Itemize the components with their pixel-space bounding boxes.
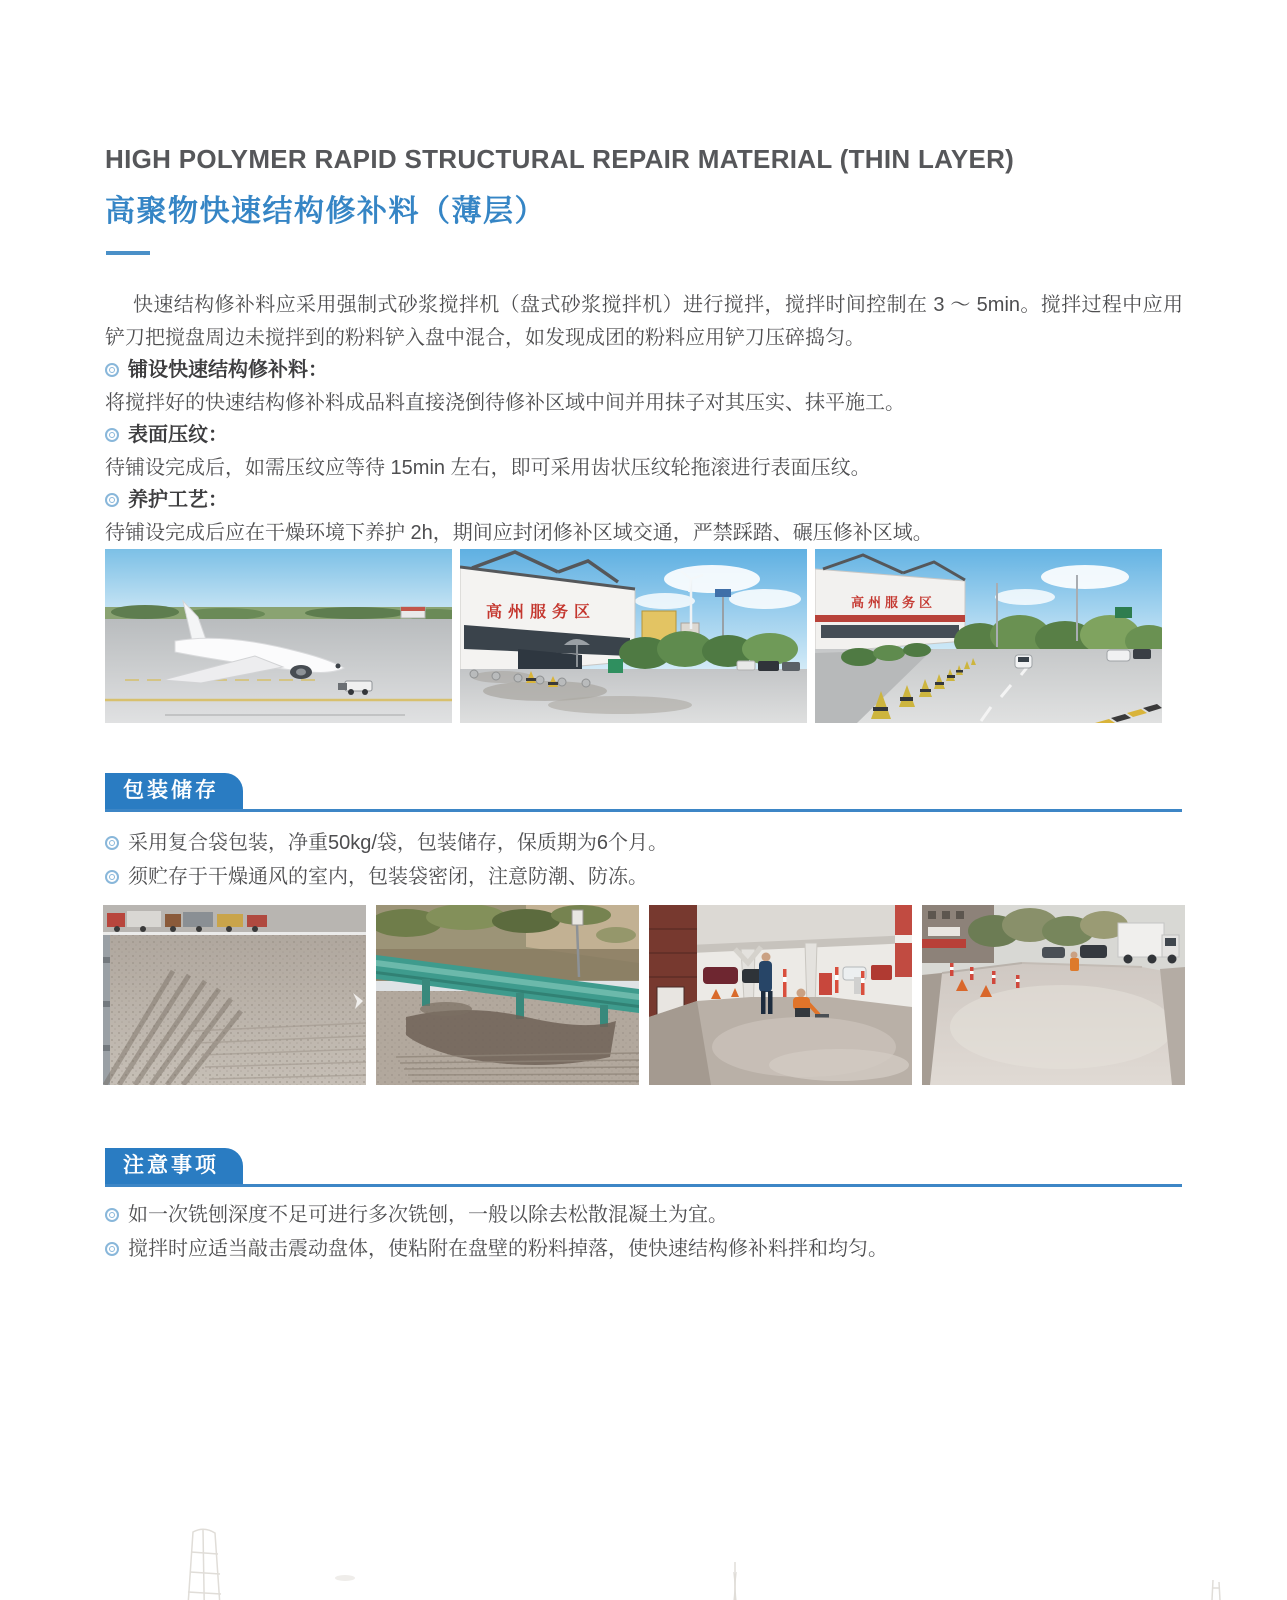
section-header-packaging-storage — [105, 773, 1182, 812]
intro-item-heading: 养护工艺： — [128, 489, 228, 511]
fresh-concrete-illustration — [922, 905, 1185, 1085]
photo-gas-station-repair — [649, 905, 912, 1085]
photo-fresh-concrete-road — [922, 905, 1185, 1085]
page-title-chinese: 高聚物快速结构修补料（薄层） — [105, 195, 546, 228]
double-circle-bullet-icon — [105, 1208, 119, 1222]
skyline-watermark-sketch — [0, 1480, 1287, 1600]
intro-item-heading-row — [105, 354, 1183, 387]
photo-row-storage-cases — [103, 905, 1185, 1085]
intro-item-heading: 表面压纹： — [128, 424, 228, 446]
intro-item-body: 待铺设完成后，如需压纹应等待 15min 左右，即可采用齿状压纹轮拖滚进行表面压纹。 — [105, 456, 871, 479]
intro-section — [105, 289, 1183, 549]
precautions-bullets — [105, 1198, 1183, 1266]
bullet-text: 搅拌时应适当敲击震动盘体，使粘附在盘壁的粉料掉落，使快速结构修补料拌和均匀。 — [128, 1238, 888, 1260]
double-circle-bullet-icon — [105, 493, 119, 507]
bullet-item — [105, 1198, 1183, 1232]
photo-service-area-road — [815, 549, 1162, 723]
intro-item-heading-row — [105, 419, 1183, 452]
packaging-storage-bullets — [105, 826, 1183, 894]
bullet-text: 采用复合袋包装，净重50kg/袋，包装储存，保质期为6个月。 — [128, 832, 669, 854]
intro-item-heading: 铺设快速结构修补料： — [128, 359, 328, 381]
page-title-english: HIGH POLYMER RAPID STRUCTURAL REPAIR MATERIAL (THIN LAYER) — [105, 144, 1015, 174]
bullet-item — [105, 1232, 1183, 1266]
intro-item-heading-row — [105, 484, 1183, 517]
photo-row-application — [105, 549, 1162, 723]
double-circle-bullet-icon — [105, 836, 119, 850]
title-underline — [106, 251, 150, 255]
intro-item-body: 将搅拌好的快速结构修补料成品料直接浇倒待修补区域中间并用抹子对其压实、抹平施工。 — [105, 391, 905, 414]
bullet-item — [105, 826, 1183, 860]
bullet-item — [105, 860, 1183, 894]
section-badge: 包装储存 — [105, 773, 243, 809]
service-area-illustration — [460, 549, 807, 723]
guardrail-illustration — [376, 905, 639, 1085]
intro-paragraph: 快速结构修补料应采用强制式砂浆搅拌机（盘式砂浆搅拌机）进行搅拌，搅拌时间控制在 3 ～ 5min。搅拌过程中应用铲刀把搅盘周边未搅拌到的粉料铲入盘中混合，如发现成团的粉料应用铲刀压碎捣匀。 — [105, 294, 1183, 349]
double-circle-bullet-icon — [105, 870, 119, 884]
service-area-sign-text: 高州服务区 — [486, 604, 597, 621]
double-circle-bullet-icon — [105, 363, 119, 377]
photo-guardrail-patch — [376, 905, 639, 1085]
double-circle-bullet-icon — [105, 428, 119, 442]
bullet-text: 须贮存于干燥通风的室内，包装袋密闭，注意防潮、防冻。 — [128, 866, 648, 888]
photo-service-area-building — [460, 549, 807, 723]
section-header-precautions — [105, 1148, 1182, 1187]
double-circle-bullet-icon — [105, 1242, 119, 1256]
milled-pavement-illustration — [103, 905, 366, 1085]
gas-station-illustration — [649, 905, 912, 1085]
intro-item-body: 待铺设完成后应在干燥环境下养护 2h，期间应封闭修补区域交通，严禁踩踏、碾压修补区域。 — [105, 521, 933, 544]
photo-airport-apron-airplane — [105, 549, 452, 723]
section-badge: 注意事项 — [105, 1148, 243, 1184]
road-with-cones-illustration — [815, 549, 1162, 723]
photo-milled-pavement — [103, 905, 366, 1085]
airplane-apron-illustration — [105, 549, 452, 723]
bullet-text: 如一次铣刨深度不足可进行多次铣刨，一般以除去松散混凝土为宜。 — [128, 1204, 728, 1226]
service-area-sign-text: 高州服务区 — [851, 595, 937, 610]
